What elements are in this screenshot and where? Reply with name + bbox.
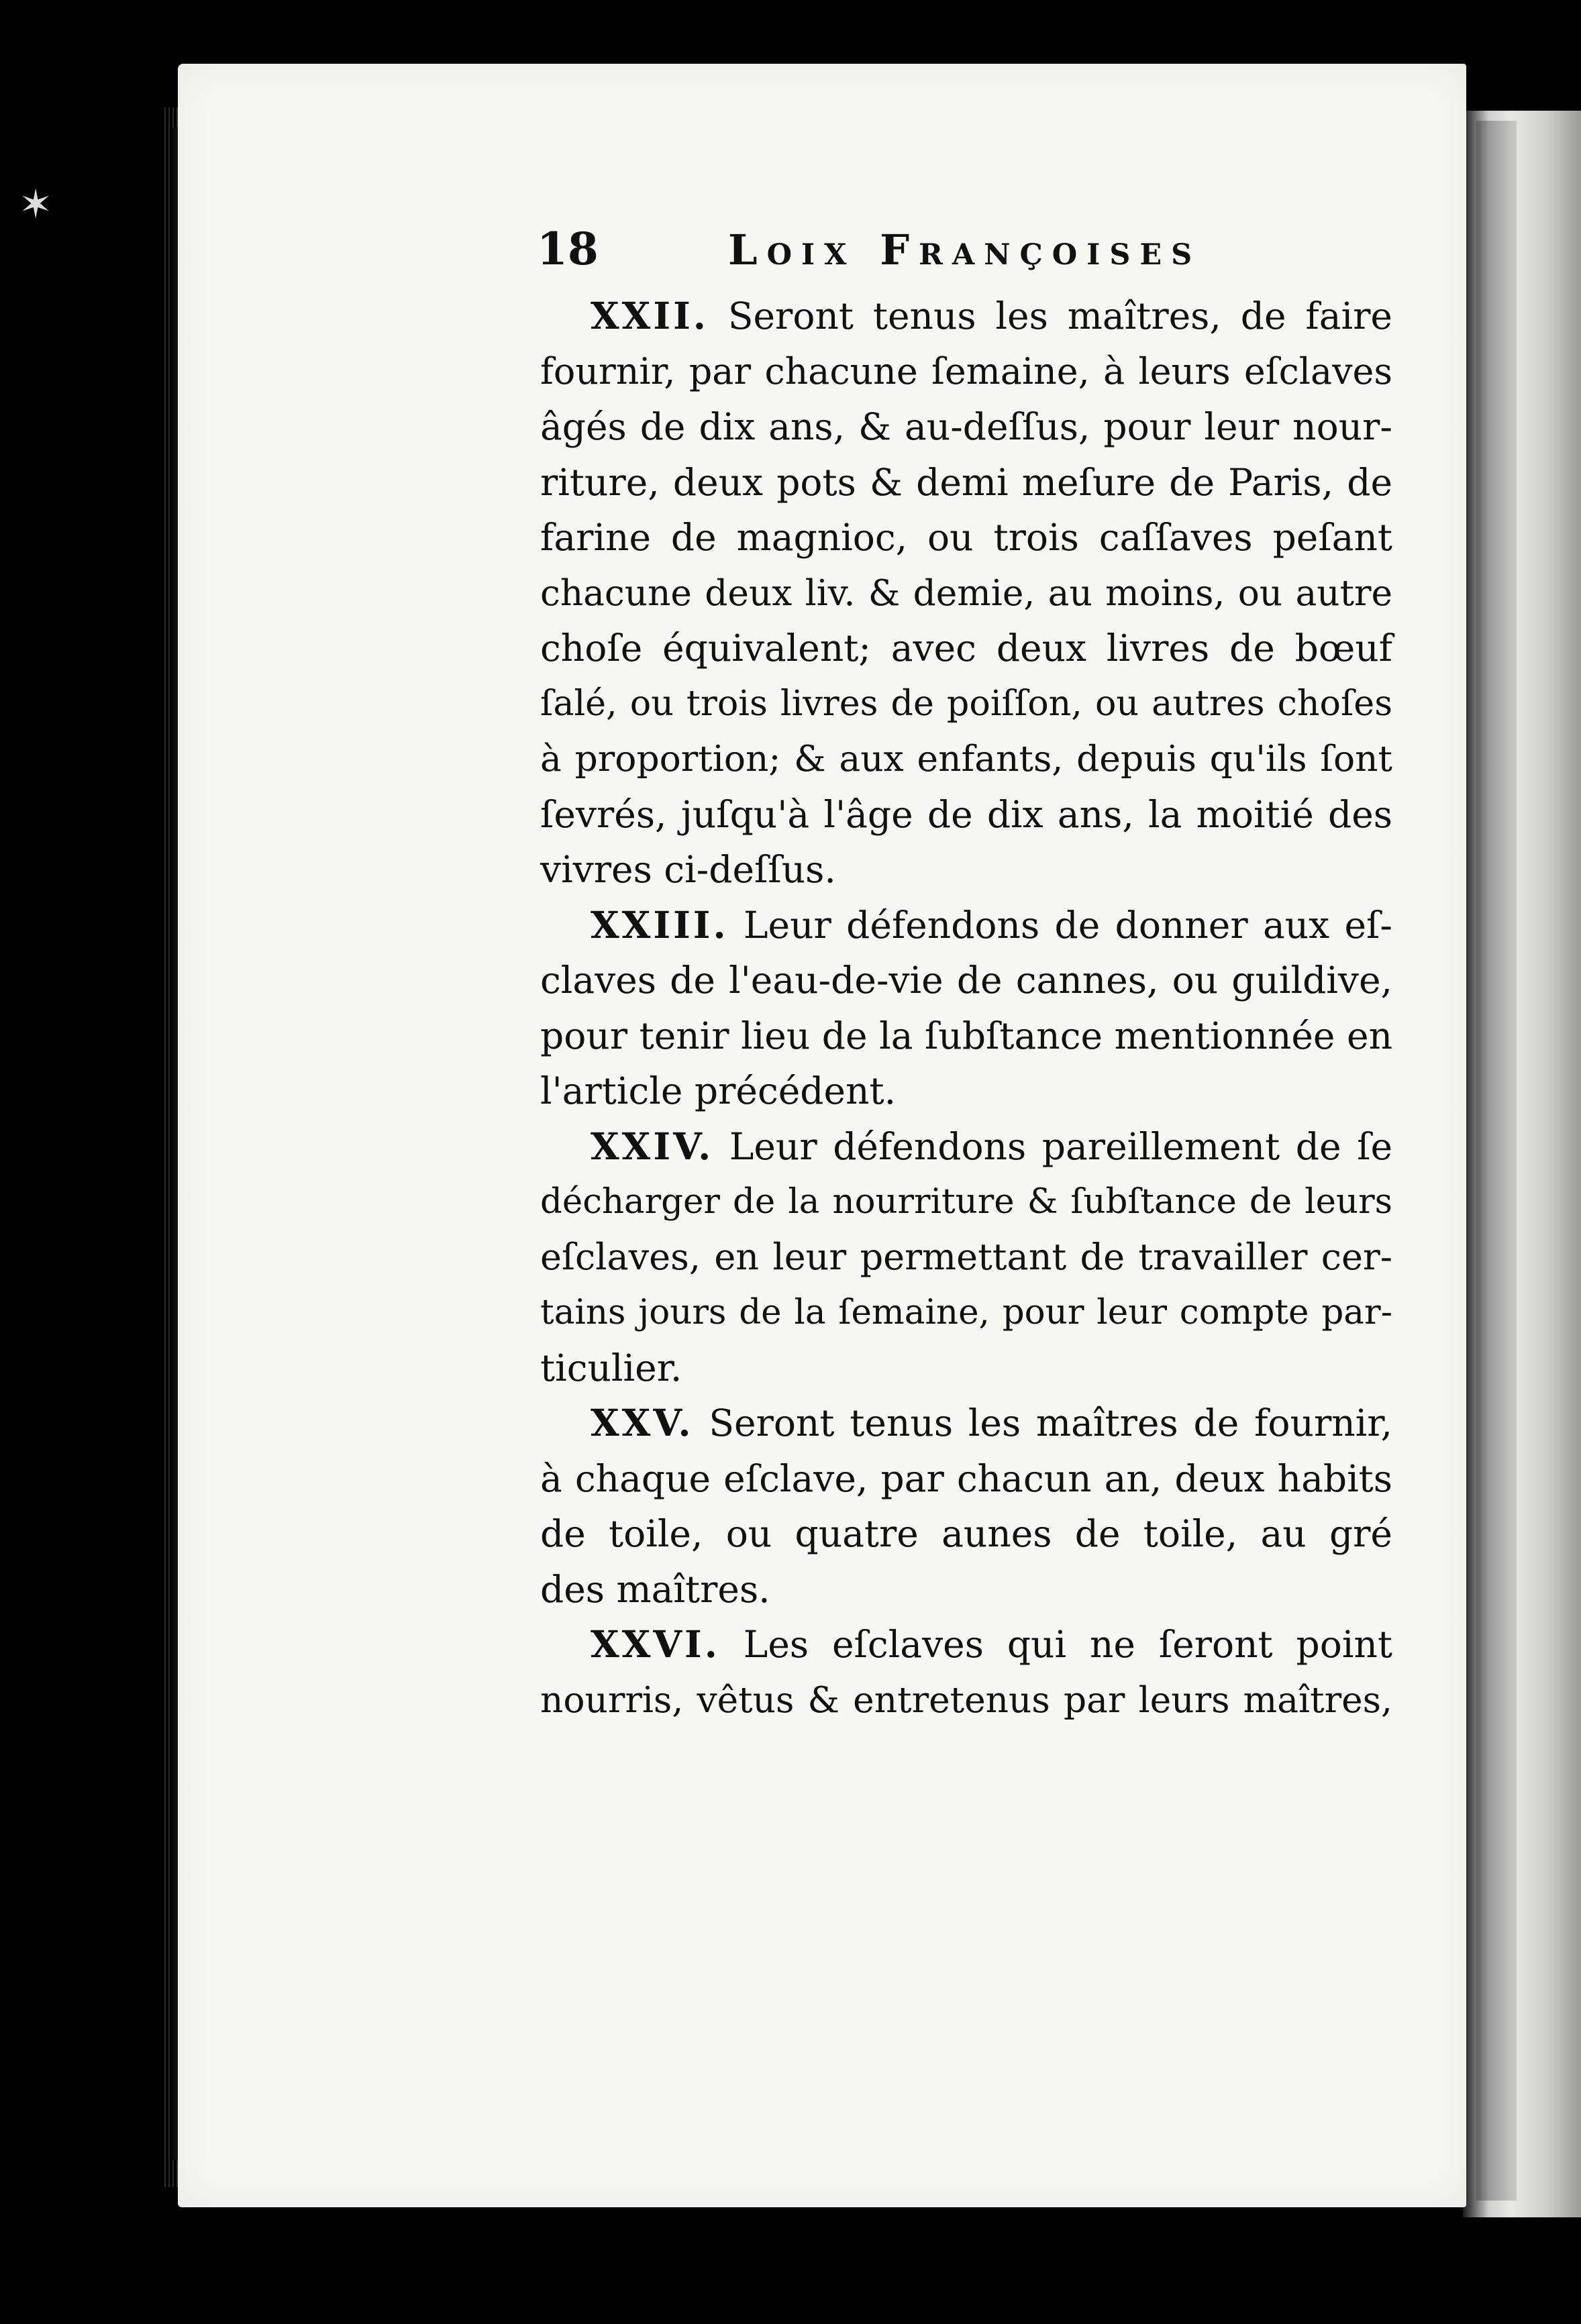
article-xxii	[540, 288, 1392, 898]
text-line: ſalé, ou trois livres de poiſſon, ou autres choſes	[540, 683, 1392, 724]
text-line: de toile, ou quatre aunes de toile, au gré	[540, 1512, 1392, 1555]
text-line: l'article précédent.	[540, 1069, 897, 1112]
text-line: chacune deux liv. & demie, au moins, ou autre	[540, 572, 1392, 614]
page-shadow	[1476, 121, 1517, 2201]
text-line	[540, 288, 1392, 344]
specimen-mark-icon: ✶	[19, 181, 53, 228]
article-xxv	[540, 1395, 1392, 1617]
text-line: riture, deux pots & demi meſure de Paris, de	[540, 460, 1392, 504]
page-number: 18	[537, 223, 599, 275]
text-line: ſevrés, juſqu'à l'âge de dix ans, la moitié des	[540, 792, 1392, 836]
text-line	[540, 1119, 1392, 1175]
article-xxvi	[540, 1617, 1392, 1728]
line-text: Les eſclaves qui ne ſeront point	[719, 1623, 1392, 1666]
text-line: ticulier.	[540, 1346, 682, 1389]
page-text	[540, 288, 1392, 1728]
article-xxiv	[540, 1119, 1392, 1396]
line-text: Leur défendons pareillement de ſe	[713, 1124, 1392, 1168]
article-number: XXVI.	[591, 1622, 720, 1666]
text-line: à chaque eſclave, par chacun an, deux habits	[540, 1457, 1392, 1500]
text-line: décharger de la nourriture & ſubſtance de leurs	[540, 1181, 1392, 1222]
text-line	[540, 898, 1392, 953]
text-line	[540, 1617, 1392, 1673]
text-line: vivres ci-deſſus.	[540, 848, 836, 891]
text-line: âgés de dix ans, & au-deſſus, pour leur nour-	[540, 405, 1392, 448]
text-line: fournir, par chacune ſemaine, à leurs eſclaves	[540, 350, 1392, 392]
article-xxiii	[540, 898, 1392, 1119]
text-line: tains jours de la ſemaine, pour leur compte par-	[540, 1292, 1392, 1332]
text-line: à proportion; & aux enfants, depuis qu'ils ſont	[540, 737, 1392, 780]
line-text: Seront tenus les maîtres de fournir,	[693, 1402, 1392, 1444]
text-line: claves de l'eau-de-vie de cannes, ou guildive,	[540, 959, 1392, 1002]
running-title: Loix Françoises	[728, 225, 1202, 274]
article-number: XXII.	[591, 294, 709, 337]
text-line: nourris, vêtus & entretenus par leurs maîtres,	[540, 1678, 1392, 1721]
text-line: pour tenir lieu de la ſubſtance mentionnée en	[540, 1014, 1392, 1057]
article-number: XXIV.	[591, 1124, 714, 1168]
article-number: XXV.	[591, 1401, 694, 1444]
article-number: XXIII.	[591, 902, 729, 947]
text-line: farine de magnioc, ou trois caſſaves peſant	[540, 516, 1392, 559]
line-text: Seront tenus les maîtres, de faire	[708, 295, 1392, 337]
text-line: des maîtres.	[540, 1567, 770, 1611]
text-line: choſe équivalent; avec deux livres de bœuf	[540, 627, 1392, 670]
line-text: Leur défendons de donner aux eſ-	[728, 903, 1392, 947]
text-line: eſclaves, en leur permettant de travailler cer-	[540, 1235, 1392, 1278]
text-line	[540, 1395, 1392, 1451]
